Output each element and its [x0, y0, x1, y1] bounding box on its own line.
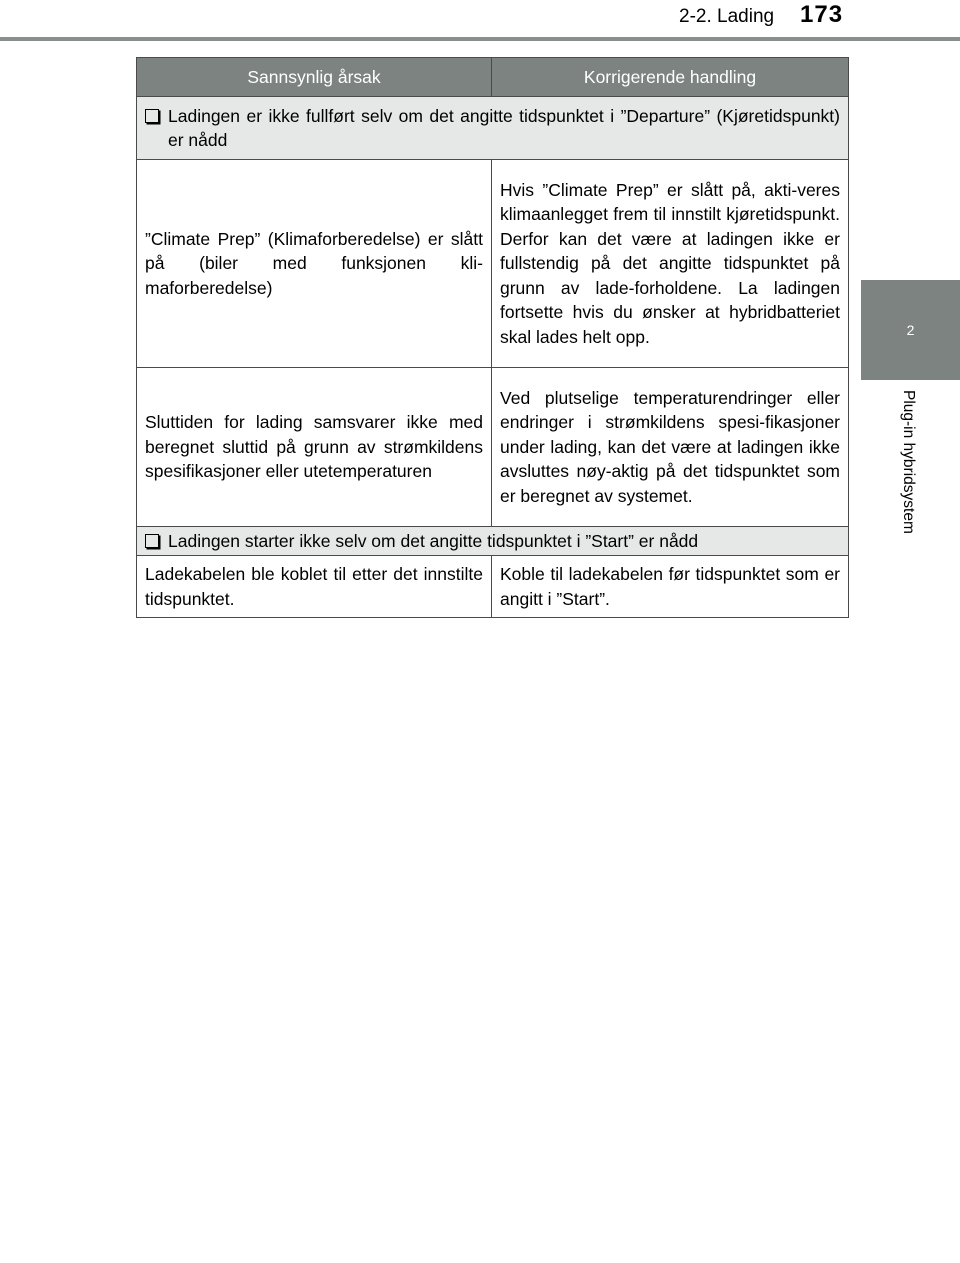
group-heading-cell — [137, 527, 849, 556]
chapter-number: 2 — [906, 322, 915, 338]
action-cell: Ved plutselige temperaturendringer eller endringer i strømkildens spesi-fikasjoner under lading, kan det være at ladingen ikke avsluttes nøy-aktig på det tidspunktet som er beregnet av systemet. — [492, 368, 849, 527]
table-row — [137, 160, 849, 368]
column-header-cause: Sannsynlig årsak — [137, 58, 492, 97]
group-heading-row — [137, 527, 849, 556]
table-row — [137, 556, 849, 618]
table-row — [137, 368, 849, 527]
checkbox-icon — [145, 534, 159, 548]
header-divider — [0, 37, 960, 41]
checkbox-icon — [145, 109, 159, 123]
table-header-row — [137, 58, 849, 97]
group-heading-row — [137, 97, 849, 160]
section-title: 2-2. Lading — [679, 6, 775, 27]
column-header-action: Korrigerende handling — [492, 58, 849, 97]
troubleshooting-table — [136, 57, 849, 618]
chapter-title-vertical — [896, 390, 920, 590]
cause-cell: ”Climate Prep” (Klimaforberedelse) er slått på (biler med funksjonen kli-maforberedelse) — [137, 160, 492, 368]
chapter-tab — [861, 280, 960, 380]
group-heading: Ladingen starter ikke selv om det angitte tidspunktet i ”Start” er nådd — [168, 530, 699, 551]
cause-cell: Sluttiden for lading samsvarer ikke med beregnet sluttid på grunn av strømkildens spesifikasjoner eller utetemperaturen — [137, 368, 492, 527]
chapter-title: Plug-in hybridsystem — [900, 390, 917, 534]
page-number: 173 — [800, 1, 844, 28]
group-heading-cell — [137, 97, 849, 160]
action-cell: Hvis ”Climate Prep” er slått på, akti-veres klimaanlegget frem til innstilt kjøretidspunkt. Derfor kan det være at ladingen ikke er fullstendig på det angitte tidspunktet på grunn av lade-forholdene. La ladingen fortsette hvis du ønsker at hybridbatteriet skal lades helt opp. — [492, 160, 849, 368]
cause-cell: Ladekabelen ble koblet til etter det innstilte tidspunktet. — [137, 556, 492, 618]
group-heading: Ladingen er ikke fullført selv om det angitte tidspunktet i ”Departure” (Kjøretidspunkt) er nådd — [168, 105, 840, 150]
action-cell: Koble til ladekabelen før tidspunktet som er angitt i ”Start”. — [492, 556, 849, 618]
